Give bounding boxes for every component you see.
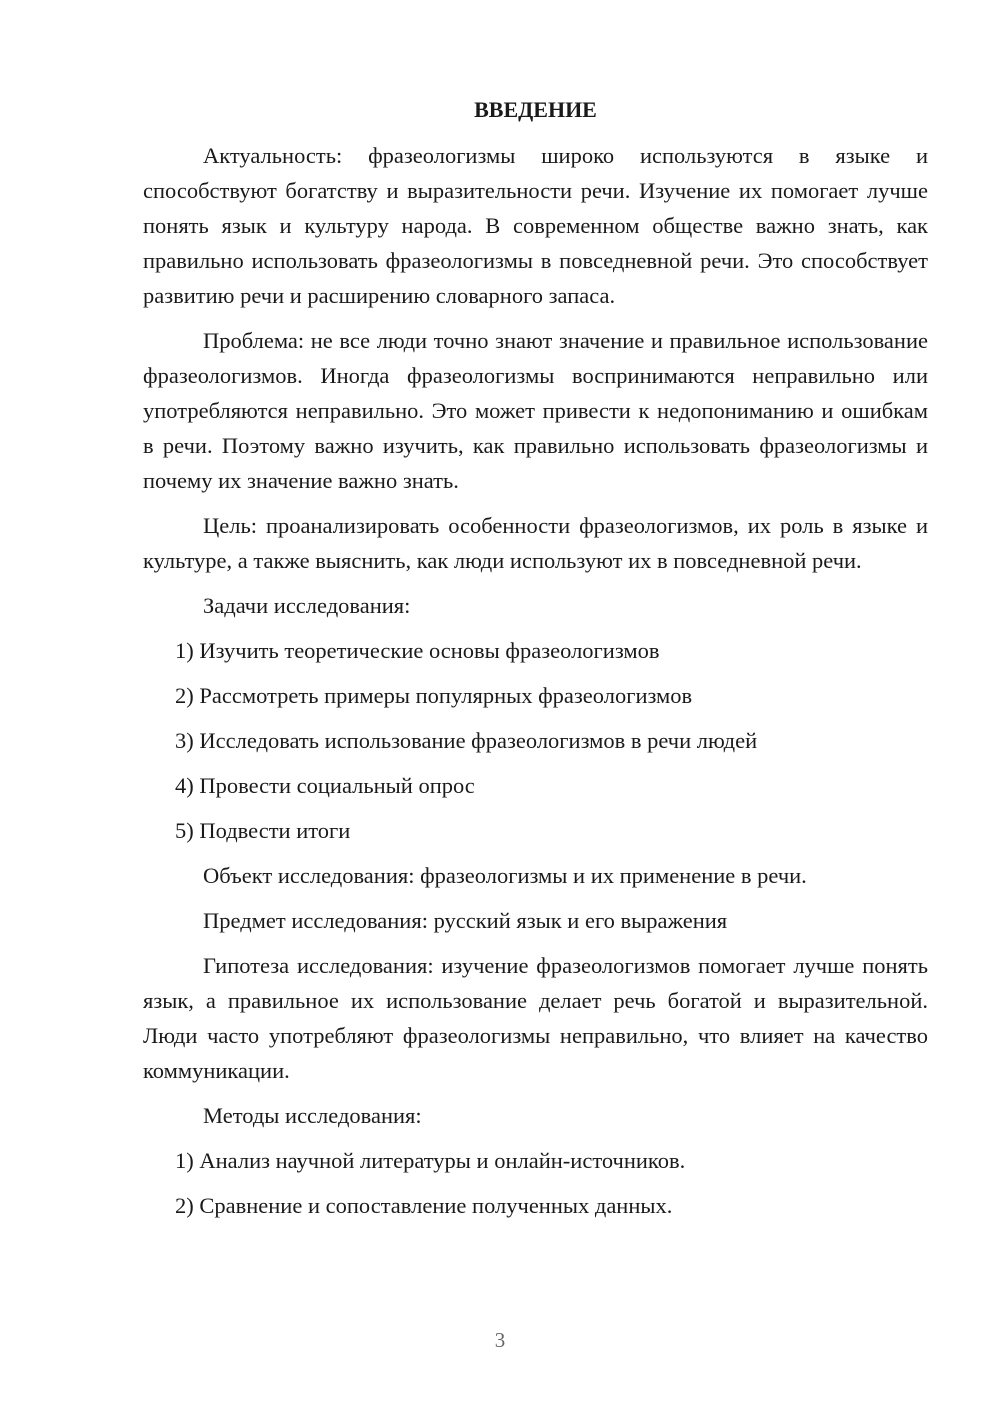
list-item: 1) Анализ научной литературы и онлайн-источников. (175, 1148, 686, 1173)
document-page (143, 92, 928, 1233)
list-item: 3) Исследовать использование фразеологизмов в речи людей (175, 728, 758, 753)
list-item: 2) Рассмотреть примеры популярных фразеологизмов (175, 683, 693, 708)
goal-paragraph: Цель: проанализировать особенности фразеологизмов, их роль в языке и культуре, а также выяснить, как люди используют их в повседневной речи. (143, 513, 928, 573)
tasks-heading: Задачи исследования: (203, 593, 411, 618)
document-title: ВВЕДЕНИЕ (474, 97, 597, 122)
list-item: 4) Провести социальный опрос (175, 773, 475, 798)
hypothesis-paragraph: Гипотеза исследования: изучение фразеологизмов помогает лучше понять язык, а правильное их использование делает речь богатой и выразительной. Люди часто употребляют фразеологизмы неправильно, что влияет на качество коммуникации. (143, 953, 928, 1083)
list-item: 1) Изучить теоретические основы фразеологизмов (175, 638, 660, 663)
methods-heading: Методы исследования: (203, 1103, 422, 1128)
relevance-paragraph: Актуальность: фразеологизмы широко используются в языке и способствуют богатству и выразительности речи. Изучение их помогает лучше понять язык и культуру народа. В современном обществе важно знать, как правильно использовать фразеологизмы в повседневной речи. Это способствует развитию речи и расширению словарного запаса. (143, 143, 928, 308)
list-item: 5) Подвести итоги (175, 818, 351, 843)
tasks-list (143, 633, 928, 848)
subject-paragraph: Предмет исследования: русский язык и его выражения (203, 908, 728, 933)
object-paragraph: Объект исследования: фразеологизмы и их применение в речи. (203, 863, 807, 888)
list-item: 2) Сравнение и сопоставление полученных данных. (175, 1193, 673, 1218)
methods-list (143, 1143, 928, 1223)
page-number: 3 (494, 1328, 506, 1352)
problem-paragraph: Проблема: не все люди точно знают значение и правильное использование фразеологизмов. Иногда фразеологизмы воспринимаются неправильно или употребляются неправильно. Это может привести к недопониманию и ошибкам в речи. Поэтому важно изучить, как правильно использовать фразеологизмы и почему их значение важно знать. (143, 328, 928, 493)
